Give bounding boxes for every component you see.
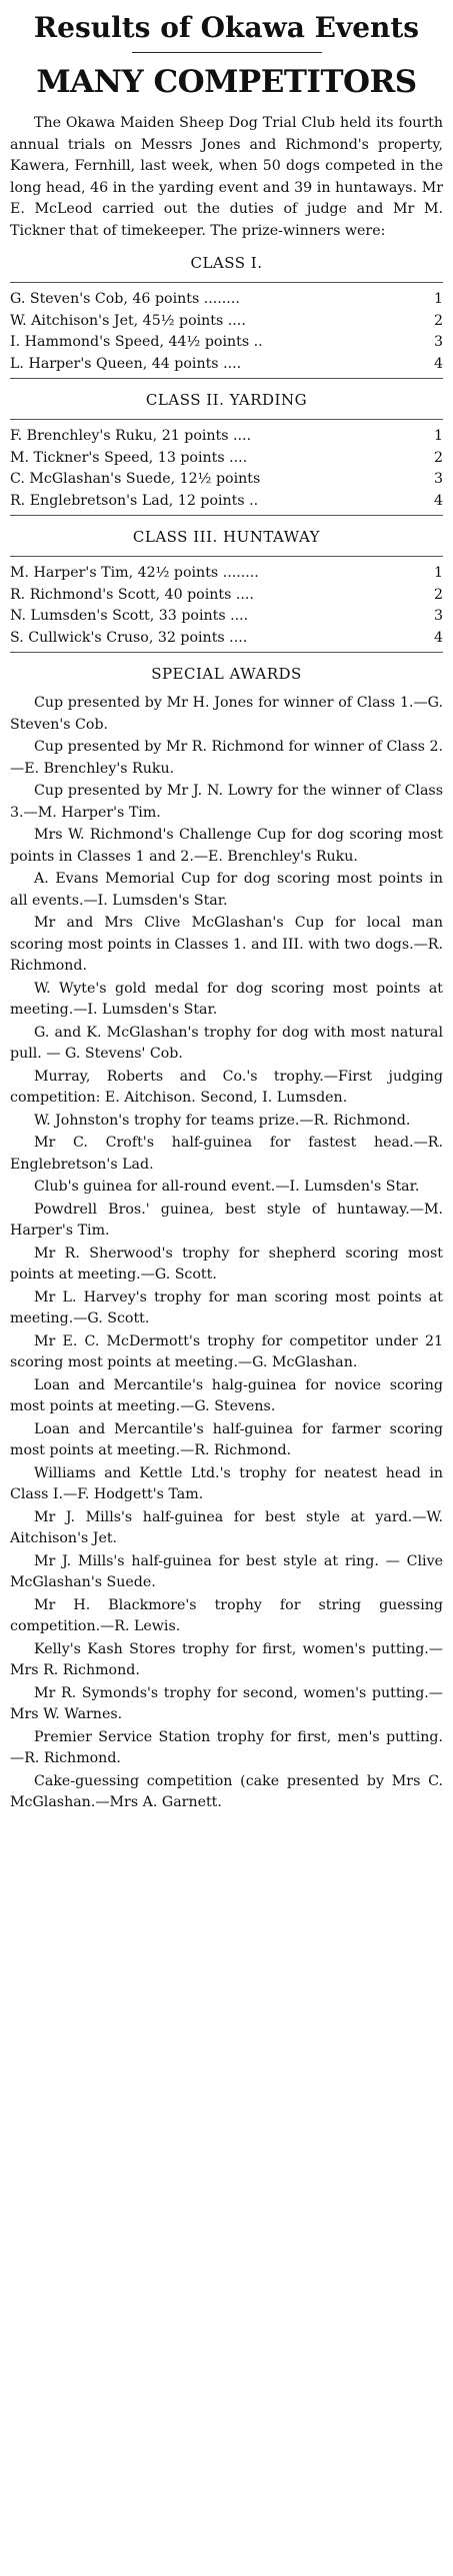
result-entry: L. Harper's Queen, 44 points .... [10,355,242,372]
result-place: 1 [433,428,443,444]
result-place: 4 [433,355,443,372]
result-place: 2 [433,586,443,603]
section-rule [10,419,443,420]
result-place: 2 [433,449,443,466]
award-item: Mr J. Mills's half-guinea for best style at yard.—W. Aitchison's Jet. [10,1508,443,1546]
result-row [10,311,443,333]
result-entry: M. Harper's Tim, 42½ points ........ [10,565,259,581]
class-heading: CLASS II. YARDING [145,391,308,409]
award-item: Mrs W. Richmond's Challenge Cup for dog scoring most points in Classes 1 and 2.—E. Brenchley's Ruku. [10,827,443,865]
result-row [10,628,443,650]
award-item: Club's guinea for all-round event.—I. Lumsden's Star. [34,1179,420,1195]
result-place: 1 [433,291,443,307]
result-entry: R. Englebretson's Lad, 12 points .. [10,492,259,509]
result-entry: F. Brenchley's Ruku, 21 points .... [10,428,252,444]
award-item: W. Johnston's trophy for teams prize.—R. Richmond. [34,1112,411,1129]
section-rule [10,556,443,557]
award-item: Powdrell Bros.' guinea, best style of huntaway.—M. Harper's Tim. [10,1201,443,1239]
result-entry: M. Tickner's Speed, 13 points .... [10,449,248,466]
result-entry: G. Steven's Cob, 46 points ........ [10,291,240,307]
section-rule [10,652,443,653]
result-entry: C. McGlashan's Suede, 12½ points [10,471,261,487]
award-item: Mr C. Croft's half-guinea for fastest head.—R. Englebretson's Lad. [10,1135,443,1173]
section-rule [10,378,443,379]
award-item: Mr L. Harvey's trophy for man scoring most points at meeting.—G. Scott. [10,1288,443,1326]
result-place: 3 [433,608,443,624]
award-item: Cup presented by Mr R. Richmond for winner of Class 2.—E. Brenchley's Ruku. [10,739,443,777]
class-heading: CLASS I. [190,254,263,272]
award-item: Mr R. Sherwood's trophy for shepherd scoring most points at meeting.—G. Scott. [10,1245,443,1283]
result-place: 3 [433,334,443,350]
award-item: Loan and Mercantile's halg-guinea for novice scoring most points at meeting.—G. Stevens. [10,1376,443,1414]
result-row [10,469,443,491]
article-title: Results of Okawa Events [33,11,420,44]
result-row [10,606,443,628]
result-row [10,491,443,513]
award-item: Kelly's Kash Stores trophy for first, women's putting.—Mrs R. Richmond. [10,1640,443,1678]
result-place: 3 [433,471,443,487]
section-rule [10,282,443,283]
result-place: 1 [433,565,443,581]
award-item: Mr and Mrs Clive McGlashan's Cup for local man scoring most points in Classes 1. and III. with two dogs.—R. Richmond. [10,915,443,974]
special-awards-heading: SPECIAL AWARDS [151,665,302,683]
special-awards-list [10,693,443,1814]
result-row [10,332,443,354]
results-sections [10,252,443,653]
award-item: Cup presented by Mr H. Jones for winner of Class 1.—G. Steven's Cob. [10,695,443,733]
award-item: Cake-guessing competition (cake presented by Mrs C. McGlashan.—Mrs A. Garnett. [10,1772,443,1810]
award-item: Cup presented by Mr J. N. Lowry for the winner of Class 3.—M. Harper's Tim. [10,783,443,821]
result-entry: R. Richmond's Scott, 40 points .... [10,586,254,603]
award-item: A. Evans Memorial Cup for dog scoring most points in all events.—I. Lumsden's Star. [10,871,443,909]
result-row [10,585,443,607]
result-place: 4 [433,492,443,509]
result-row [10,354,443,376]
award-item: Murray, Roberts and Co.'s trophy.—First judging competition: E. Aitchison. Second, I. Lumsden. [10,1068,443,1106]
result-entry: S. Cullwick's Cruso, 32 points .... [10,629,248,646]
award-item: W. Wyte's gold medal for dog scoring most points at meeting.—I. Lumsden's Star. [10,980,443,1018]
award-item: Williams and Kettle Ltd.'s trophy for neatest head in Class I.—F. Hodgett's Tam. [10,1464,443,1502]
result-row [10,563,443,585]
award-item: Mr R. Symonds's trophy for second, women's putting.—Mrs W. Warnes. [10,1684,443,1722]
article-subtitle: MANY COMPETITORS [36,64,417,100]
title-divider [132,52,322,53]
award-item: Mr E. C. McDermott's trophy for competitor under 21 scoring most points at meeting.—G. McGlashan. [10,1332,443,1370]
result-row [10,289,443,311]
section-rule [10,515,443,516]
class-heading: CLASS III. HUNTAWAY [132,528,321,546]
award-item: Premier Service Station trophy for first, men's putting.—R. Richmond. [10,1728,443,1766]
intro-paragraph: The Okawa Maiden Sheep Dog Trial Club held its fourth annual trials on Messrs Jones and Richmond's property, Kawera, Fernhill, last week, when 50 dogs competed in the long head, 46 in the yarding event and 39 in huntaways. Mr E. McLeod carried out the duties of judge and Mr M. Tickner that of timekeeper. The prize-winners were: [10,115,443,239]
result-place: 2 [433,312,443,329]
result-row [10,426,443,448]
result-entry: W. Aitchison's Jet, 45½ points .... [10,312,246,329]
result-row [10,448,443,470]
result-place: 4 [433,629,443,646]
award-item: Mr H. Blackmore's trophy for string guessing competition.—R. Lewis. [10,1596,443,1634]
award-item: Mr J. Mills's half-guinea for best style at ring. — Clive McGlashan's Suede. [10,1552,443,1590]
result-entry: N. Lumsden's Scott, 33 points .... [10,608,249,624]
award-item: G. and K. McGlashan's trophy for dog with most natural pull. — G. Stevens' Cob. [10,1024,443,1062]
result-entry: I. Hammond's Speed, 44½ points .. [10,334,263,350]
award-item: Loan and Mercantile's half-guinea for farmer scoring most points at meeting.—R. Richmond. [10,1420,443,1458]
